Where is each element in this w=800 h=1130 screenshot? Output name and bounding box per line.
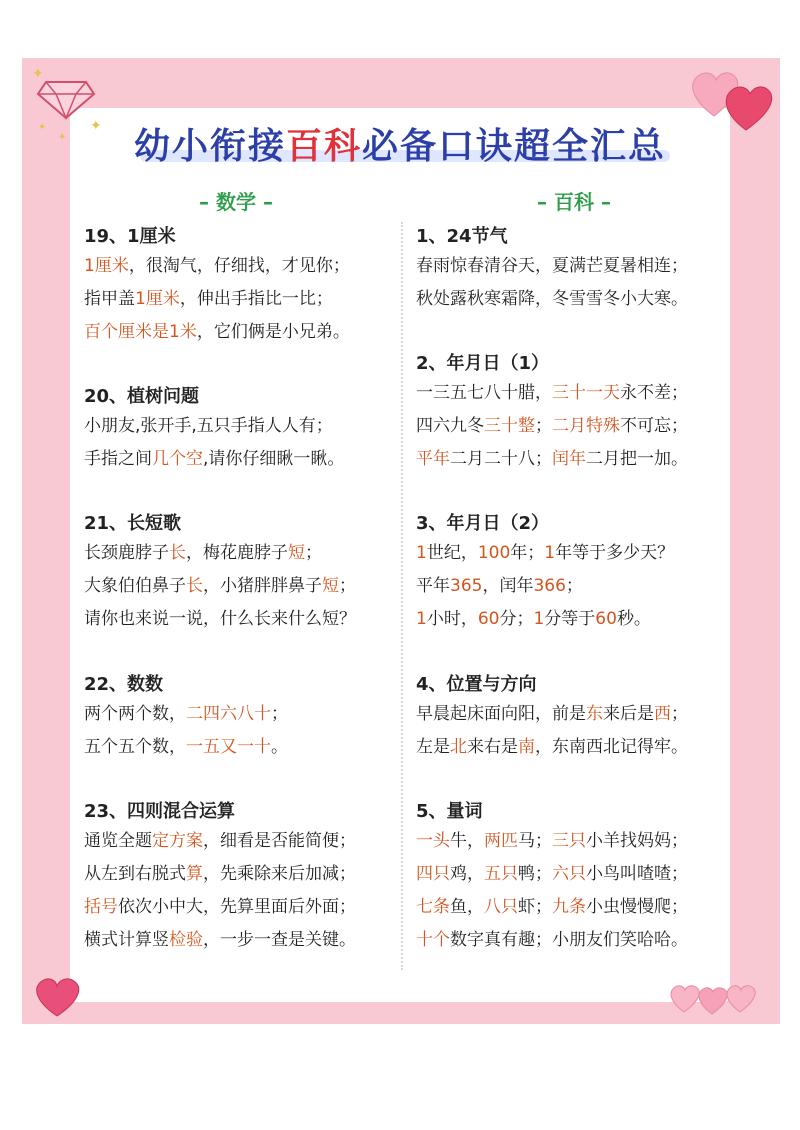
verse-line	[84, 250, 404, 283]
plain-text: ；	[565, 576, 583, 596]
plain-text: 依次小中大，先算里面后外面；	[118, 897, 356, 917]
highlight-text: 一五又一十	[186, 737, 271, 757]
verse-line	[416, 537, 736, 570]
highlight-text: 三十一天	[552, 383, 620, 403]
diamond-icon	[36, 72, 96, 120]
plain-text: 秒。	[616, 609, 651, 629]
plain-text: 请你也来说一说，什么长来什么短？	[84, 609, 356, 629]
verse-line	[84, 858, 404, 891]
plain-text: ；	[339, 576, 356, 596]
verse-line	[416, 443, 736, 476]
verse-line	[84, 316, 404, 349]
title-part-3: 必备口诀超全汇总	[362, 126, 667, 167]
verse-line	[416, 377, 736, 410]
hearts-bottom-right-icon	[666, 978, 762, 1018]
plain-text: 分等于	[544, 609, 596, 629]
plain-text: ，先乘除来后加减；	[203, 864, 356, 884]
section	[416, 511, 736, 636]
title-part-1: 幼小衔接	[133, 126, 286, 167]
verse-line	[84, 731, 404, 764]
heart-bottom-left-icon	[30, 972, 84, 1022]
verse-line	[416, 825, 736, 858]
plain-text: 年等于多少天？	[555, 543, 675, 563]
highlight-text: 60	[477, 609, 500, 629]
verse-line	[84, 410, 404, 443]
section-title: 2、年月日（1）	[416, 351, 557, 377]
highlight-text: 1厘米	[84, 256, 129, 276]
verse-line	[416, 924, 736, 957]
sparkle-icon: ✦	[90, 118, 102, 134]
plain-text: 马；	[518, 831, 552, 851]
plain-text: 鸡，	[450, 864, 484, 884]
plain-text: 手指之间	[84, 449, 152, 469]
plain-text: 牛，	[450, 831, 484, 851]
section	[416, 672, 736, 764]
highlight-text: 二月特殊	[552, 416, 620, 436]
plain-text: 大象伯伯鼻子	[84, 576, 186, 596]
highlight-text: 1	[416, 609, 427, 629]
highlight-text: 算	[186, 864, 203, 884]
highlight-text: 长	[169, 543, 186, 563]
section-title: 1、24节气	[416, 224, 516, 250]
plain-text: 小羊找妈妈；	[586, 831, 688, 851]
plain-text: ，闰年	[482, 576, 534, 596]
verse-line	[84, 443, 404, 476]
encyclopedia-heading: – 百科 –	[537, 190, 611, 214]
plain-text: ；	[535, 416, 552, 436]
verse-line	[84, 603, 404, 636]
highlight-text: 四只	[416, 864, 450, 884]
plain-text: 小时，	[426, 609, 478, 629]
section	[84, 384, 404, 476]
highlight-text: 十个	[416, 930, 450, 950]
plain-text: 来右是	[467, 737, 518, 757]
page-title	[0, 118, 800, 169]
highlight-text: 检验	[169, 930, 203, 950]
section-title: 21、长短歌	[84, 511, 189, 537]
plain-text: ，东南西北记得牢。	[535, 737, 688, 757]
plain-text: 年；	[510, 543, 545, 563]
verse-line	[416, 410, 736, 443]
verse-line	[84, 924, 404, 957]
math-heading: – 数学 –	[199, 190, 273, 214]
highlight-text: 南	[518, 737, 535, 757]
verse-line	[84, 283, 404, 316]
plain-text: 二月二十八；	[450, 449, 552, 469]
plain-text: ，梅花鹿脖子	[186, 543, 288, 563]
highlight-text: 几个空	[152, 449, 203, 469]
plain-text: ，细看是否能简便；	[203, 831, 356, 851]
highlight-text: 短	[322, 576, 339, 596]
section	[84, 511, 404, 636]
plain-text: 分；	[499, 609, 534, 629]
plain-text: 鱼，	[450, 897, 484, 917]
verse-line	[84, 570, 404, 603]
plain-text: 小鸟叫喳喳；	[586, 864, 688, 884]
highlight-text: 北	[450, 737, 467, 757]
plain-text: ,请你仔细瞅一瞅。	[203, 449, 345, 469]
plain-text: 小虫慢慢爬；	[586, 897, 688, 917]
verse-line	[84, 698, 404, 731]
plain-text: ；	[671, 704, 688, 724]
plain-text: ；	[271, 704, 288, 724]
plain-text: 通览全题	[84, 831, 152, 851]
highlight-text: 三只	[552, 831, 586, 851]
section-title: 20、植树问题	[84, 384, 207, 410]
plain-text: 平年	[416, 576, 450, 596]
verse-line	[416, 283, 736, 316]
highlight-text: 二四六八十	[186, 704, 271, 724]
highlight-text: 60	[595, 609, 617, 629]
section-title: 5、量词	[416, 799, 491, 825]
verse-line	[416, 891, 736, 924]
highlight-text: 365	[450, 576, 483, 596]
plain-text: ，小猪胖胖鼻子	[203, 576, 322, 596]
plain-text: 永不差；	[620, 383, 688, 403]
plain-text: 春雨惊春清谷天，夏满芒夏暑相连；	[416, 256, 688, 276]
verse-line	[84, 891, 404, 924]
sparkle-icon: ✦	[38, 122, 47, 133]
plain-text: 来后是	[603, 704, 654, 724]
plain-text: 世纪，	[426, 543, 478, 563]
highlight-text: 1	[544, 543, 556, 563]
verse-line	[416, 603, 736, 636]
plain-text: 一三五七八十腊，	[416, 383, 552, 403]
section	[416, 351, 736, 476]
sparkle-icon: ✦	[58, 132, 67, 143]
verse-line	[416, 858, 736, 891]
highlight-text: 平年	[416, 449, 450, 469]
highlight-text: 100	[477, 543, 511, 563]
verse-line	[416, 570, 736, 603]
plain-text: 四六九冬	[416, 416, 484, 436]
plain-text: 两个两个数，	[84, 704, 186, 724]
plain-text: 五个五个数，	[84, 737, 186, 757]
verse-line	[416, 250, 736, 283]
plain-text: 不可忘；	[620, 416, 688, 436]
plain-text: ，伸出手指比一比；	[179, 289, 333, 309]
plain-text: 早晨起床面向阳，前是	[416, 704, 586, 724]
verse-line	[84, 825, 404, 858]
plain-text: 秋处露秋寒霜降，冬雪雪冬小大寒。	[416, 289, 688, 309]
highlight-text: 长	[186, 576, 203, 596]
section-title: 19、1厘米	[84, 224, 184, 250]
section	[416, 224, 736, 316]
section	[416, 799, 736, 957]
title-part-2: 百科	[285, 126, 362, 167]
verse-line	[84, 537, 404, 570]
highlight-text: 五只	[484, 864, 518, 884]
highlight-text: 九条	[552, 897, 586, 917]
plain-text: 二月把一加。	[586, 449, 688, 469]
highlight-text: 366	[533, 576, 566, 596]
verse-line	[416, 731, 736, 764]
plain-text: 指甲盖	[84, 289, 135, 309]
highlight-text: 八只	[484, 897, 518, 917]
plain-text: 长颈鹿脖子	[84, 543, 169, 563]
section-title: 4、位置与方向	[416, 672, 545, 698]
plain-text: ，很淘气，仔细找，才见你；	[128, 256, 350, 276]
plain-text: 小朋友,张开手,五只手指人人有；	[84, 416, 333, 436]
plain-text: ，它们俩是小兄弟。	[196, 322, 350, 342]
section	[84, 224, 404, 349]
highlight-text: 短	[288, 543, 305, 563]
highlight-text: 一头	[416, 831, 450, 851]
highlight-text: 六只	[552, 864, 586, 884]
plain-text: 鸭；	[518, 864, 552, 884]
highlight-text: 1	[533, 609, 545, 629]
section-title: 22、数数	[84, 672, 171, 698]
highlight-text: 括号	[84, 897, 118, 917]
highlight-text: 闰年	[552, 449, 586, 469]
section	[84, 799, 404, 957]
plain-text: 。	[271, 737, 288, 757]
highlight-text: 1	[416, 543, 427, 563]
highlight-text: 定方案	[152, 831, 203, 851]
section	[84, 672, 404, 764]
highlight-text: 七条	[416, 897, 450, 917]
section-title: 23、四则混合运算	[84, 799, 243, 825]
highlight-text: 百个厘米是1米	[84, 322, 197, 342]
verse-line	[416, 698, 736, 731]
sparkle-icon: ✦	[32, 66, 44, 82]
plain-text: 从左到右脱式	[84, 864, 186, 884]
plain-text: 数字真有趣；小朋友们笑哈哈。	[450, 930, 688, 950]
highlight-text: 东	[586, 704, 603, 724]
highlight-text: 西	[654, 704, 671, 724]
highlight-text: 三十整	[484, 416, 535, 436]
highlight-text: 1厘米	[135, 289, 180, 309]
section-title: 3、年月日（2）	[416, 511, 557, 537]
plain-text: 虾；	[518, 897, 552, 917]
plain-text: 左是	[416, 737, 450, 757]
plain-text: ，一步一查是关键。	[203, 930, 356, 950]
plain-text: ；	[305, 543, 322, 563]
highlight-text: 两匹	[484, 831, 518, 851]
plain-text: 横式计算竖	[84, 930, 169, 950]
